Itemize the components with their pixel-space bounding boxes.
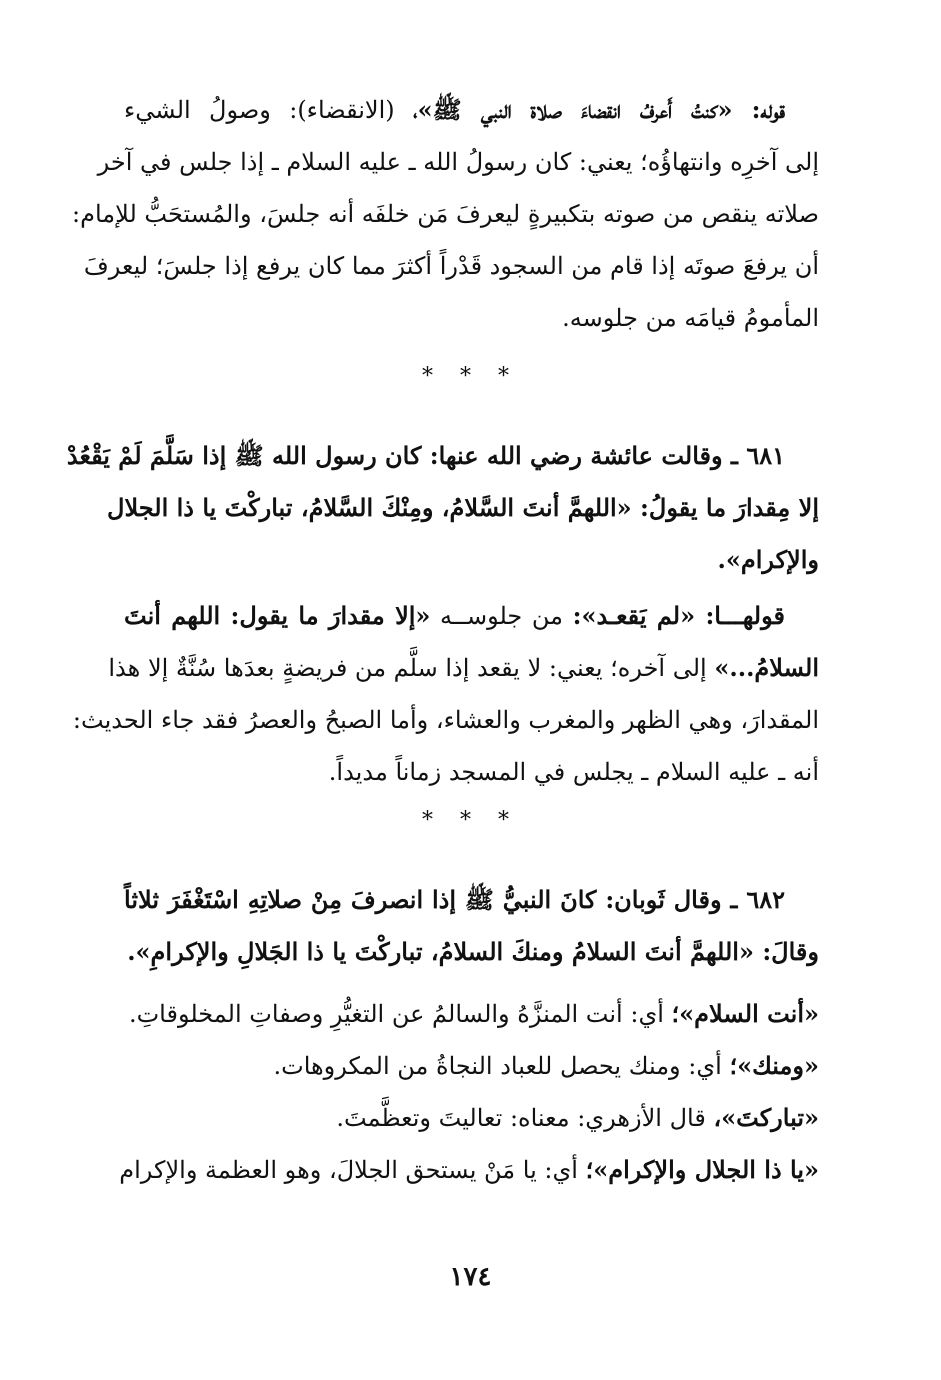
page-number: ١٧٤ xyxy=(449,1262,492,1292)
quoted-term: «ومنك»؛ xyxy=(729,1051,819,1080)
text-line: صلاته ينقص من صوته بتكبيرةٍ ليعرفَ مَن خلفَه أنه جلسَ، والمُستحَبُّ للإمام: xyxy=(72,200,819,228)
glossary-entry: «يا ذا الجلال والإكرام»؛ أي: يا مَنْ يستحق الجلالَ، وهو العظمة والإكرام xyxy=(119,1155,819,1184)
glossary-entry: «تباركتَ»، قال الأزهري: معناه: تعاليتَ وتعظَّمتَ. xyxy=(336,1103,819,1132)
hadith-line: ٦٨٢ ـ وقال ثَوبان: كانَ النبيُّ ﷺ إذا انصرفَ مِنْ صلاتِهِ اسْتَغْفَرَ ثلاثاً xyxy=(124,885,785,914)
text-line: إلى آخرِه وانتهاؤُه؛ يعني: كان رسولُ الله ـ عليه السلام ـ إذا جلس في آخر xyxy=(97,148,819,176)
hadith-681 xyxy=(66,430,819,586)
quoted-term: «أنت السلام»؛ xyxy=(671,999,819,1028)
text-line: قولهـــا: «لم يَقعـد»: من جلوســه «إلا مقدارَ ما يقول: اللهم أنتَ xyxy=(124,601,785,630)
hadith-line: ٦٨١ ـ وقالت عائشة رضي الله عنها: كان رسول الله ﷺ إذا سَلَّمَ لَمْ يَقْعُدْ xyxy=(66,441,785,470)
text-line: المأمومُ قيامَه من جلوسه. xyxy=(562,304,819,332)
hadith-line: والإكرام». xyxy=(717,545,819,574)
section-separator: * * * xyxy=(422,364,519,389)
hadith-line: وقالَ: «اللهمَّ أنتَ السلامُ ومنكَ السلامُ، تباركْتَ يا ذا الجَلالِ والإكرامِ». xyxy=(127,937,819,966)
section-separator: * * * xyxy=(422,808,519,833)
quoted-term: السلامُ...» xyxy=(714,653,819,682)
commentary-paragraph-1 xyxy=(72,84,819,344)
text-line: المقدارَ، وهي الظهر والمغرب والعشاء، وأما الصبحُ والعصرُ فقد جاء الحديث: xyxy=(72,706,819,734)
quoted-term: قولهـــا: «لم يَقعـد»: xyxy=(572,601,785,630)
text-line: قوله: «كنتُ أَعرفُ انقضاءَ صلاة النبي ﷺ»، (الانقضاء): وصولُ الشيء xyxy=(124,95,785,124)
quoted-term: «تباركتَ»، xyxy=(713,1103,819,1132)
quoted-term: «يا ذا الجلال والإكرام»؛ xyxy=(585,1155,819,1184)
hadith-line: إلا مِقدارَ ما يقولُ: «اللهمَّ أنتَ السَّلامُ، ومِنْكَ السَّلامُ، تباركْتَ يا ذا الجلال xyxy=(107,493,819,522)
quoted-term: «إلا مقدارَ ما يقول: اللهم أنتَ xyxy=(124,601,431,630)
text-line: أنه ـ عليه السلام ـ يجلس في المسجد زماناً مديداً. xyxy=(328,758,819,786)
hadith-682 xyxy=(124,874,819,978)
glossary-notes xyxy=(119,988,819,1196)
text-line: السلامُ...» إلى آخره؛ يعني: لا يقعد إذا سلَّم من فريضةٍ بعدَها سُنَّةٌ إلا هذا xyxy=(108,653,819,682)
glossary-entry: «ومنك»؛ أي: ومنك يحصل للعباد النجاةُ من المكروهات. xyxy=(273,1051,819,1080)
glossary-entry: «أنت السلام»؛ أي: أنت المنزَّهُ والسالمُ عن التغيُّرِ وصفاتِ المخلوقاتِ. xyxy=(128,999,819,1028)
commentary-paragraph-2 xyxy=(72,590,819,798)
quoted-term: قوله: «كنتُ أَعرفُ انقضاءَ صلاة النبي ﷺ»، xyxy=(413,95,785,124)
text-line: أن يرفعَ صوتَه إذا قام من السجود قَدْراً أكثرَ مما كان يرفع إذا جلسَ؛ ليعرفَ xyxy=(83,252,819,280)
